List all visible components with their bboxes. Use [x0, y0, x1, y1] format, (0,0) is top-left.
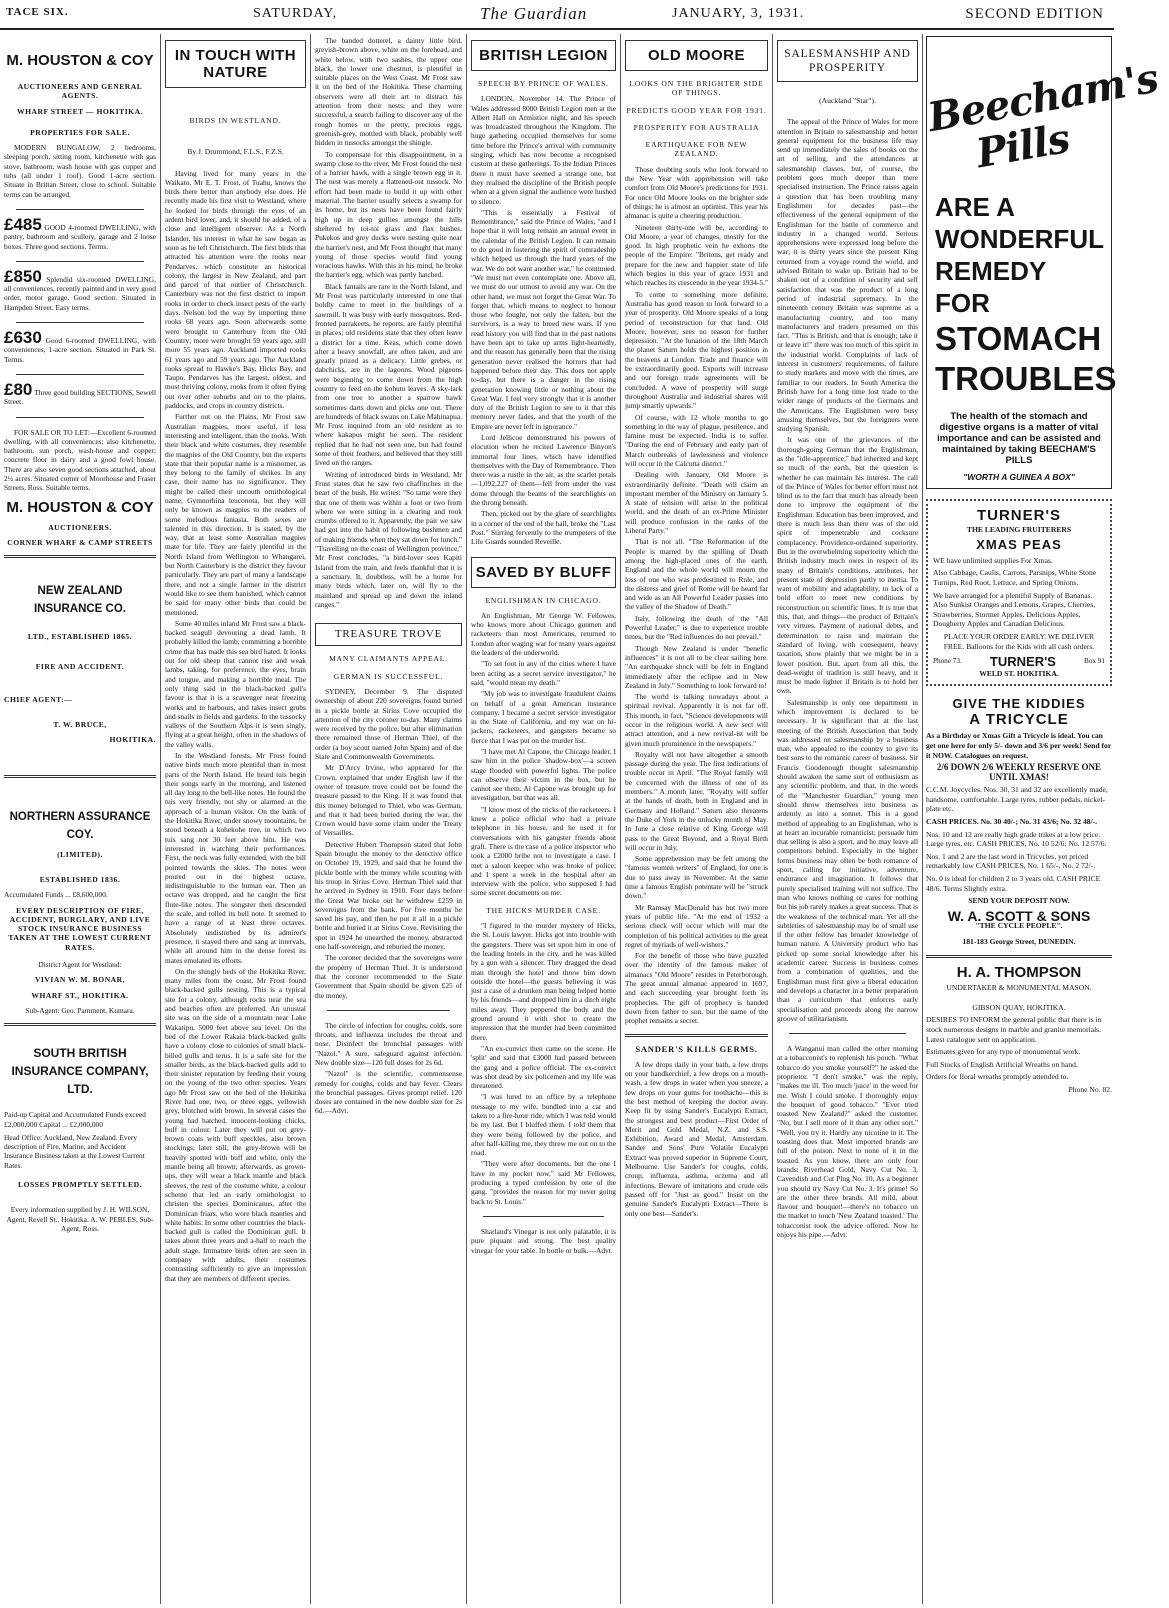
ad-headline-line: WONDERFUL [935, 224, 1104, 254]
article-paragraph: Those doubting souls who look forward to the New Year with apprehension will take comfort from Old Moore's predictions for 1931. For once Old Moore looks on the brighter side of things; he is almost an optimist. This year his almanac is quite a cheering production. [625, 164, 768, 221]
article-paragraph: Some 40 miles inland Mr Frost saw a black-backed seagull devouring a dead lamb. It probably killed the lamb, committing a horrible crime that has made this sea bird hated. It looks out for old sheep that cannot rise and weak lambs, taking, for preference, the eyes, brain and tongue, and making a horrible meal. The only thing said in the black-backed gull's favour is that it is a scavenger near freezing works and in harbours, and takes insect grubs and snails in fields and gardens. In the tussocky valleys of the Southern Alps it is seen singly, flying at a great height, often in the shadows of the valley walls. [165, 618, 307, 749]
ad-houston-sub: AUCTIONEERS AND GENERAL AGENTS. [17, 82, 143, 101]
column-rule [620, 34, 621, 1604]
ad-body: PLACE YOUR ORDER EARLY. WE DELIVER FREE. Balloons for the Kids with all cash orders. [943, 631, 1095, 651]
article-paragraph: Nineteen thirty-one will be, according to Old Moore, a year of changes, mostly for the good. In high prophetic vein he exhorts the people of the Empire: "Britons, get ready and prepare for the new and happier state of life which begins in this year of grace 1931 and which reaches its crescendo in the year 1934-5." [625, 222, 768, 288]
article-paragraph: The appeal of the Prince of Wales for more attention in Britain to salesmanship and better general equipment for the business life may send up immediately the sales of books on the art of selling, and the attendances at salesmanship classes, but, of course, the problem goes much deeper than mere specialised instruction. The Prince raises again a question that has been troubling many Englishmen for decades past—the effectiveness of the general equipment of the Englishman for the battle of commerce and industry in a changed world. Serious apprehensions were expressed long before the war; it is thirty years since the present King returned from a voyage round the world, and advised Britain to wake up. Britain had to be shaken out of a condition of security and self satisfaction that was the product of a long period of industrial supremacy. In the nineteenth century Britain was supreme as a manufacturing country, and too many manufacturers and traders presumed on this fact. "This is British, and that is enough; take it or leave it!" there was too much of this spirit in the industrial world. Complaints of lack of interest in customers' requirements, of failure to study markets and move with the times, are familiar to our readers. In South America the British have for a long time lost trade to the wider range of products of the Germans and the Americans. The Englishmen were busy amusing themselves, but the foreigners were studying Spanish. [777, 117, 918, 434]
divider [16, 209, 144, 210]
article-paragraph: The world is talking nowadays about a spiritual revival. Apparently it is not far off. This month, in fact, "Science developments will occur in the religious world. A new sect will attract attention, and a new revival-ist will be given much prominence in the newspapers." [625, 692, 768, 748]
article-paragraph: Detective Hubert Thompson stated that John Spain brought the money to the detective office on October 19, 1929, and said that he found the pickle bottle with the money while scouting with his troop in Sirius Cove. Herman Thiel said that he arrived in Sydney in 1910. Four days before the Great War broke out he withdrew £259 in sovereigns from the bank. For five months he saved his pay, and then he put it all in a pickle bottle and buried it at Sirius Cove. Revisiting the spot in 1924 he unearthed the money, abstracted one half-sovereign, and reburied the money. [315, 839, 462, 952]
article-subtitle: SPEECH BY PRINCE OF WALES. [478, 79, 609, 88]
article-title-box [315, 623, 462, 646]
ad-houston-heading: PROPERTIES FOR SALE. [30, 127, 130, 137]
ad-body: Nos. 1 and 2 are the last word in Tricycles, yet priced remarkably low CASH PRICES, No. 1 65/-, No. 2 72/-. [926, 851, 1096, 871]
ad-northern-subagent: Sub-Agent: Geo. Pammenŧ, Kumara. [25, 1005, 135, 1015]
property-listing: £485 GOOD 4-roomed DWELLING, with pantry, bathroom and scullery, garage and 2 loose boxes. Three good sections. Terms. [4, 214, 156, 251]
ad-nz-insurance-type: FIRE AND ACCIDENT. [35, 661, 125, 671]
ad-body: Full Stocks of English Artificial Wreaths on hand. [926, 1059, 1078, 1069]
column-rule [310, 34, 311, 1604]
ad-south-british-office: Head Office: Auckland, New Zealand. Every description of Fire, Marine, and Accident Insurance Business taken at the Lowest Current Rates. [4, 1132, 145, 1170]
masthead-day: SATURDAY, [253, 6, 338, 21]
ad-headline: A TRICYCLE [969, 711, 1069, 729]
masthead-date: JANUARY, 3, 1931. [672, 6, 805, 21]
article-paragraph: "To set foot in any of the cities where I have been acting as a secret service investigator," he said, "would mean my death." [471, 659, 616, 687]
masthead [0, 0, 1114, 30]
ad-firm-tagline: THE LEADING FRUITERERS [966, 524, 1072, 534]
ad-houston-title: M. HOUSTON & COY [6, 52, 154, 69]
property-price: £850 [4, 266, 42, 286]
ad-nz-insurance-est: LTD., ESTABLISHED 1865. [27, 632, 133, 642]
column-rule [466, 34, 467, 1604]
ad-body: We have arranged for a plentiful Supply of Bananas. Also Sunkist Oranges and Lemons, Grapes, Cherries, Strawberries, Stormer Apples, Delicious Apples, Dougherty Apples and Canadian Delicious. [933, 590, 1096, 629]
ad-phone: Phone No. 82. [1068, 1084, 1112, 1094]
article-paragraph: That is not all. "The Reformation of the People is marred by the spilling of Death among the high-placed ones of the earth. England and the whole world will mourn the loss of one who was predestined to Rule, and the distress and grief of Rome will be heard far and wide as an All Powerful Leader passes into the valley of the Shadow of Death." [625, 537, 768, 612]
advertisement-paragraph: "Nazol" is the scientific, commonsense remedy for coughs, colds and hay fever. Clears the bronchial passages. Gives prompt relief. 120 doses are contained in the new double size for 2s 6d.—Advt. [315, 1069, 462, 1116]
ad-body: Orders for floral wreaths promptly attended to. [926, 1072, 1069, 1082]
article-paragraph: Royalty will not have altogether a smooth passage during the year. The first indications of trouble occur in April. "The Royal family will be concerned with the illness of one of its members." A month later, "Royalty will suffer at the hands of death, both in England and in Germany and Holland." Saturn also threatens the Duke of York in the unlucky month of May. In June a close relative of King George will pass to the Great Beyond, and a Royal Birth will occur in July. [625, 749, 768, 852]
column-old-moore [625, 36, 768, 1602]
article-paragraph: "I have met Al Capone, the Chicago leader. I saw him in the police 'shadow-box'—a screen stage flooded with powerful lights. The police can observe their victim in the box, but he cannot see them. Al Capone was brought up for investigation, but that was all. [471, 747, 616, 803]
article-paragraph: The banded dotterel, a dainty little bird, greyish-brown above, white on the forehead, and white below, with two sashes, the upper one black, the lower one chestnut, is plentiful in suitable places on the West Coast. Mr Frost saw it on the bed of the Hokitika. These charming observers were all their art to distract his attention from their nests; and they were successful, a search failing to discover any of the rough homes or the pretty, precious eggs, greenish-grey, mottled with black, probably well hidden in tussocks amongst the shingle. [315, 36, 462, 148]
divider [4, 775, 156, 778]
advertisement-paragraph: The circle of infection for coughs, colds, sore throats, and influenza includes the throat and nose. Disinfect the bronchial passages with "Nazol." A sure, safeguard against infection. New double size—120 full doses for 2s 6d. [315, 1020, 462, 1067]
ad-northern-address: WHARF ST., HOKITIKA. [31, 990, 129, 1000]
tricycle-advertisement [926, 696, 1112, 946]
ad-phone: Phone 73. [933, 657, 962, 666]
article-paragraph: Salesmanship is only one department in which improvement is declared to be necessary. It is significant that at the last meeting of the British Association that body was addressed on salesmanship by a business man, who appealed to the country to give its best sons to the romantic career of business. Sir Francis Goodenough thought salesmanship should awaken the same sort of enthusiasm as any scientific problem, and that, in the words of the "Manchester Guardian," young men should throw themselves into business as ardently as into a sonnet. This is a good method of appealing to an Englishman, who is at heart an incurable romanticist; persuade him that selling is also a sport, and he may leave all competitors behind. Especially in the higher forms business may often be both romance of sport, calling for initiative, adventure, endurance and imagination. It follows that purely specialised training will not suffice. The man who knows nothing or cares for nothing but his job rarely makes a great success. That is the weakness of the technical man. Yet all the subtleties of salesmanship may be of small use if the other fellow has broader knowledge of human nature. A University product who has picked up some social knowledge after his academic career. Success in business comes from a combination of qualities, and the Englishman must first give a liberal education and develops a character in a better preparation than a curriculum that enforces early specialisation and proceeds along the narrow groove of utilitarianism. [777, 697, 918, 1023]
divider [4, 555, 156, 558]
beecham-logo: Beecham's Pills [924, 54, 1162, 178]
ad-address: GIBSON QUAY, HOKITIKA. [972, 1002, 1066, 1012]
ad-body: As a Birthday or Xmas Gift a Tricycle is ideal. You can get one here for only 5/- down and 3/6 per week! Send for it NOW. Catalogues on request. [926, 731, 1112, 760]
article-paragraph: Of course, with 12 whole months to go something in the way of plague, pestilence, and famine must be expected. India is to suffer. "During the end of February and early part of March outbreaks of lawlessness and violence will occur in the Calcutta district." [625, 412, 768, 468]
advertisement-paragraph: A few drops daily in your bath, a few drops on your handkerchief, a few drops on a mouth-wash, a few drops in water when you sneeze, a few drops on your gums for toothache—this is the best method of keeping the doctor away. Keep fit by using Sander's Eucalypti Extract, the strongest and best product—First Order of Merit and Gold Medal, N.Z. and S.S. Exhibition, Award and Medal, Amsterdam. Sander and Sons' Pure Volatile Eucalypti Extract was proved superior in Supreme Court, Melbourne. Use Sander's for coughs, colds, croup, influenza, asthma, eczema and all infections. Beware of imitations and crude oils passed off for "Just as good." Insist on the genuine Sander's Eucalypti Extract—There is only one best—Sander's. [625, 1059, 768, 1218]
article-paragraph: For the benefit of those who have puzzled over the identity of the famous maker of almanacs "Old Moore" resides in Peterborough. The great annual almanac appeared in 1697, and each succeeding year brought forth its prophecies. The gift of prophecy is handed down from father to son, but the name of the prophet remains a secret. [625, 951, 768, 1026]
article-paragraph: SYDNEY, December 9. The disputed ownership of about 220 sovereigns found buried in a pickle bottle at Sirius Cove occupied the attention of the city coroner to-day. Many claims were received by the police, but after elimination there remained those of Herman Thiel, of the order (a boy scout named John Spain) and of the State and Commonwealth Governments. [315, 687, 462, 762]
article-title-box [625, 40, 768, 71]
ad-south-british-capital: Paid-up Capital and Accumulated Funds exceed £2,000,000 Capital ... £2,000,000 [4, 1110, 146, 1129]
advertisement-title: SANDER'S KILLS GERMS. [635, 1043, 758, 1054]
article-title: IN TOUCH WITH NATURE [174, 47, 297, 81]
ad-body: Nos. 10 and 12 are really high grade trikes at a low price. Large tyres, etc. CASH PRICES, No. 10 52/6; No. 12 57/6. [926, 829, 1107, 849]
article-title: BRITISH LEGION [479, 47, 608, 64]
divider [4, 1023, 156, 1026]
column-nature-article [165, 36, 306, 1602]
article-paragraph: "An ex-convict then came on the scene. He 'split' and said that £3000 had passed between the gang and a police official. The ex-convict was shot dead by six policemen and my life was threatened. [471, 1043, 616, 1091]
article-paragraph: To come to something more definite, Australia has good reason to look forward to a year of prosperity. Old Moore speaks of a long period of reconstruction for that land. Old Moore, however, sees no reason for further depression. "At the lunation of the 18th March the planet Saturn holds the highest position in the heavens at London. Trade and finance will be extraordinarily good. Exports will increase and our foreign trade agreements will be concluded. A wave of prosperity will surge throughout Australia and industrial shares will jump smartly upwards." [625, 289, 768, 411]
article-paragraph: The coroner decided that the sovereigns were the property of Herman Thiel. It is understood that the coroner recommended to the State Government that Spain should be given £25 of the money. [315, 953, 462, 1000]
ad-slogan: "WORTH A GUINEA A BOX" [963, 472, 1075, 482]
article-paragraph: Some apprehension may be felt among the "famous women writers" of England, for one is due to pass away in November. At the same time a famous English potentate will be "struck down." [625, 854, 768, 901]
article-subtitle: GERMAN IS SUCCESSFUL. [333, 671, 444, 681]
divider [926, 955, 1112, 958]
ad-body: Estimates given for any type of monumental work. [926, 1047, 1081, 1057]
ad-south-british-losses: LOSSES PROMPTLY SETTLED. [18, 1180, 142, 1190]
ad-headline-line: FOR [935, 288, 990, 318]
ad-headline-line: TROUBLES [935, 360, 1117, 397]
article-paragraph: Further out on the Plains, Mr Frost saw Australian magpies, more useful, if less interesting and intelligent, than the rooks. With their black and white costumes, they resemble the magpies of the Old Country, but the experts state that their popular name is a misnomer, as they belong to the family of shrikes. In any case, their name has no significance. They might be called their uncouth ornithological name, Gymnorhina leuconota, but they will only be known as magpies to the readers of some melodious fantasia. Both sexes are talented in this direction. It is stated, by the way, that at least some Australian magpies mate for life. They are fairly plentiful in the North Island from Wellington to Whangarei, but North Canterbury is the district they favour particularly. They are part of many a landscape there, and not a single farmer in the district would like to see them banished, which cannot be said for many other birds that could be mentioned. [165, 412, 306, 617]
article-subtitle: PREDICTS GOOD YEAR FOR 1931. [626, 105, 767, 115]
ad-headline: GIVE THE KIDDIES [952, 696, 1086, 712]
column-advertisements [4, 36, 156, 1602]
ad-houston-address-2: CORNER WHARF & CAMP STREETS [7, 537, 153, 547]
turner-advertisement [926, 499, 1112, 686]
article-paragraph: "My job was to investigate fraudulent claims on behalf of a great American insurance company. I became a secret service investigator in the State of California, and my war on hi-jackers, racketeers, and gangsters became so fierce that I was put on the murder list. [471, 689, 616, 745]
ad-firm-name: TURNER'S [989, 654, 1056, 670]
article-paragraph: On the shingly beds of the Hokitika River, many miles from the coast, Mr Frost found black-backed gulls nesting. This is a typical site for a colony, although rocks near the sea and beaches often are preferred. An unusual site was on the side of a mountain near Lake Wakatipu, 5000 feet above sea level. On the bed of the Lower Rakaia black-backed gulls have a colony close to colonies of small black-billed gulls and terns. It is a safe site for the smaller birds, as the black-backed gulls add to their sinister reputation by feeding their young on the young of the two other species. Years ago Mr Frost saw on the bed of the Hokitika River had one, two, or three eggs, yellowish grey, blotched with brown. In several cases the young had hatched, innocent-looking chicks, buff in colour. Later they will put on grey-brown coats with buff speckles, also brown stockings; later still, the grey-brown will be heavily spotted with buff and white, only the mantle being all brown; afterwards, as grown-ups, they will wear a black mantle and black sleeves, the rest of the costume white, a colour scheme that led an early ornithologist to christen the species Dominicanus, after the Dominican friars, who wore black mantles and white habits. In some other countries the black-backed gull is called the Dominican gull. It takes about three years and a-half to reach the adult stage. Immature birds often are seen in company with adults, their costumes contrasting sufficiently to give an impression that they are members of different species. [165, 966, 306, 1283]
advertisement-paragraph: Sharland's Vinegar is not only palatable, it is pure piquant and strong. The best quality vinegar for your table. In bottle or bulk.—Advt. [471, 1226, 616, 1255]
ad-houston-sub-2: AUCTIONEERS. [48, 522, 112, 532]
article-paragraph: Though New Zealand is under "benefic influences" it is not all to be clear sailing here. "An earthquake shock will be felt in England immediately after the eclipse and in New Zealand in July." Something to look forward to! [625, 643, 768, 690]
column-british-legion [471, 36, 616, 1602]
page-number: TACE SIX. [6, 6, 69, 18]
advertisement-paragraph: A Wanganui man called the other morning at a tobacconist's to replenish his pouch. "What tobacco do you smoke yourself?" he asked the proprietor. "I don't smoke," was the reply, "makes me ill. Too much 'juice' in the weed for me. Wish I could smoke. I thoroughly enjoy the bouquet of good tobacco." "Ever tried toasted New Zealand?" asked the customer. "No, but I sell more of it than any other sort." "Well, you try it. Hardly any nicotine in it. The toasting does that. Most imported brands are full of the poison. Next to none of it in the toasted. As you know, there are only four brands: Riverhead Gold, Navy Cut No. 3, Cavendish and Cut Plug No. 10. As a beginner you should try Navy Cut No. 3. It's prime! So are the other three brands. All mild, about flavour and bouquet!—there's no tobacco on the market to touch 'New Zealand toasted.' The tobacconist took the advice offered. Now he enjoys his pipe.—Advt. [777, 1044, 918, 1240]
ad-body: WE have unlimited supplies For Xmas. [933, 555, 1053, 565]
article-paragraph: Then, picked out by the glare of searchlights in a corner of the end of the hall, broke the "Last Post." Stirring fervently to the trumpeters of the Life Guards sounded Reveille. [471, 509, 616, 547]
ad-address: 181-183 George Street, DUNEDIN. [962, 937, 1076, 946]
divider [16, 322, 144, 323]
article-paragraph: LONDON, November 14. The Prince of Wales addressed 8000 British Legion men at the Albert Hall on Armistice night, and his speech was broadcasted throughout the Kingdom. The huge gathering occupied themselves for some time before the Prince's arrival with community singing, which has now become a recognised custom at these gatherings. To the Indian Princes there it must have seemed a strange one, but they realised the discipline of the British people when at a given signal the audience were hushed to silence. [471, 94, 616, 206]
ad-firm-name: W. A. SCOTT & SONS [947, 907, 1091, 924]
column-salesmanship [777, 36, 918, 1602]
property-listing: MODERN BUNGALOW, 2 bedrooms, sleeping porch, sitting room, kitchenette with gas stove, bathroom, wash house with gas copper and tubs (all under 1 roof). Good 1-acre section. Situate in Brittan Street, close to school. Suitable terms can be arranged. [4, 143, 156, 199]
ad-firm-tagline: UNDERTAKER & MONUMENTAL MASON. [946, 983, 1092, 993]
article-paragraph: To compensate for this disappointment, in a swamp close to the river, Mr Frost found the nest of a harrier hawk, with a single brown egg in it. The nest was merely a flattened-out tussock. No effort had been made to build it up with other material. The harrier usually selects a swamp for its home, but its nests have been found fairly high up in deep gullies amongst the hills sheltered by toi-toi grass and flax bushes. Pukekos and grey ducks were nesting quite near the harrier's nest, and Mr Frost thought that many young of those species would find young voracious hawks. With this in his mind, he broke the harrier's egg, which was partly hatched. [315, 149, 462, 280]
article-title-box [165, 40, 306, 88]
article-paragraph: "I was lured to an office by a telephone message to my wife, bundled into a car and taken to a fire-hour ride, which I was told would be my last. But I bluffed them. I told them that they were being followed by the police, and after half-killing me, they threw me out on to the road. [471, 1092, 616, 1158]
thompson-advertisement [926, 963, 1112, 1095]
ad-nz-insurance-agent: T. W. BRUCE, [53, 720, 107, 730]
article-paragraph: Having lived for many years in the Waikato, Mr E. T. Frost, of Tuahu, knows the birds there better than anybody else does. He recently made his first visit to Westland, where he looked for birds through the eyes of an ardent bird lover, and, it should be added, of a close and intelligent observer. As a North Islander, his interest in what he saw began as soon as he left Christchurch. The first birds that attracted his attention were the rooks near Pendarves, which constitute an historical colony, the largest in New Zealand, and part and parcel of that outlier of Christchurch. Canterbury was not the first district to import rooks in order to check insect pests of the early days. Nelson led the way by importing three rooks 68 years ago. Soon afterwards some were brought to Canterbury from the Old Country; more were brought 59 years ago, still more 55 years ago. Auckland imported rooks 61 years ago and 59 years ago. The Auckland rooks spread to Hawke's Bay, Hicks Bay, and Taupo. Pendarves has the largest, oldest, and most thriving colony, rooks from it often flying out over other suburbs and on to the plains, paddocks, and crops in country districts. [165, 168, 306, 411]
article-title: SAVED BY BLUFF [475, 563, 612, 581]
article-paragraph: Mr Ramsay MacDonald has but two more years of public life. "At the end of 1932 a serious check will occur which will mar the completion of his political activities to the great regret of myriads of well-wishers." [625, 902, 768, 949]
article-subtitle: PROSPERITY FOR AUSTRALIA [633, 122, 760, 132]
divider [483, 1216, 604, 1217]
property-price: £630 [4, 328, 42, 348]
divider [16, 374, 144, 375]
column-display-ads [924, 36, 1162, 1098]
article-title-box [471, 557, 616, 588]
article-subtitle: BIRDS IN WESTLAND. [189, 116, 282, 125]
property-listing: £630 Good 6-roomed DWELLING, with conveniences, 1-acre section. Situated in Park St. Terms. [4, 328, 156, 364]
ad-body: SEND YOUR DEPOSIT NOW. [968, 896, 1070, 906]
article-paragraph: In the Westland forests, Mr Frost found native birds much more plentiful than in most parts of the North Island. He heard tuis begin their songs early in the morning, and listened all day long to the bell-like notes. He found the tuis very friendly, not shy or alarmed at the approach of a human visitor. On the bank of the Hokitika River, under snowy mountains, he stood beneath a kohekohe tree, in which two tuis sang not 30 feet above him. He was interested in watching their performances. First, the neck was fully extended, with the bill pointed towards the skies. The notes were poured out in the highest octave, indistinguishable to the human ear. Then an octave was dropped, and he caught the first flute-like notes. The songster then descended the scale, and tolled its bell note. It seemed to have a range of at least three octaves. Absolutely undisturbed by its admirer's presence, it stayed there and sang at intervals, while all around him in the dense forest its mates emulated its efforts. [165, 751, 306, 965]
ad-northern-agent: VIVIAN W. M. BONAR, [34, 975, 126, 985]
ad-box: Box 91 [1084, 657, 1105, 666]
ad-footer [933, 654, 1105, 670]
column-treasure-trove [315, 36, 462, 1602]
ad-firm-tagline: "THE CYCLE PEOPLE". [975, 921, 1063, 931]
beecham-advertisement [924, 36, 1162, 489]
ad-headline-line: REMEDY [935, 256, 1047, 286]
article-paragraph: Writing of introduced birds in Westland, Mr Frost states that he saw two chaffinches in the heart of the bush. He writes: "So tame were they that one of them was within a foot or two from where we were sitting in a clearing and took crumbs offered to it. Apparently, the pair we saw had got into the habit of following bushmen and of making friends when they sat down for lunch." "Travelling on the coast of Wellington province," Mr Frost concludes, "a bird-lover sees Kapiti Island from the train, and feels thankful that it is a sanctuary. It, doubtless, will be a home for many birds which, later on, will fly to the mainland and spread up and down the inland ranges." [315, 469, 462, 609]
article-paragraph: "I know most of the tricks of the racketeers. I knew a police official who had a private telephone in his house, and he used it for conversations with his gangster friends about graft. There is the case of a police inspector who took a £2000 bribe not to investigate a case. I met a saloon keeper who was broke of police; and I spent a week in the hospital after an interview with the police, who supposed I had some secret documents on me. [471, 804, 616, 898]
ad-houston-title-2: M. HOUSTON & COY [6, 498, 154, 516]
article-title-box [471, 40, 616, 71]
ad-south-british-title: SOUTH BRITISH INSURANCE COMPANY, LTD. [11, 1046, 149, 1097]
divider [327, 1010, 450, 1011]
edition-label: SECOND EDITION [965, 6, 1104, 22]
ad-headline: XMAS PEAS [976, 537, 1062, 553]
article-subtitle: EARTHQUAKE FOR NEW ZEALAND. [645, 140, 748, 159]
property-listing: £80 Three good building SECTIONS, Sewell Street. [4, 379, 156, 407]
article-paragraph: Italy, following the death of the "All Powerful Leader," is due to experience trouble times, but the "Red influences do not prevail." [625, 613, 768, 642]
article-subtitle: THE HICKS MURDER CASE. [486, 905, 601, 915]
ad-houston-address: WHARF STREET — HOKITIKA. [17, 106, 143, 116]
ad-firm-name: TURNER'S [976, 507, 1062, 524]
property-price: £80 [4, 379, 33, 399]
ad-body: The health of the stomach and digestive organs is a matter of vital importance and can be assisted and maintained by taking BEECHAM'S PILLS [937, 411, 1101, 466]
ad-body: DESIRES TO INFORM the general public that there is in stock numerous designs in marble and granite memorials. Latest catalogue sent on application. [926, 1015, 1102, 1044]
ad-nz-insurance-title: NEW ZEALAND INSURANCE CO. [33, 585, 126, 616]
article-byline: By J. Drummond, F.L.S., F.Z.S. [187, 147, 284, 157]
divider [16, 261, 144, 262]
ad-body: No. 0 is ideal for children 2 to 3 years old. CASH PRICE 48/6. Terms Slightly extra. [926, 874, 1101, 893]
article-title: SALESMANSHIP AND PROSPERITY [784, 48, 911, 74]
ad-headline-line: STOMACH [935, 320, 1102, 357]
ad-address: WELD ST. HOKITIKA. [979, 668, 1059, 678]
article-paragraph: Lord Jellicoe demonstrated his powers of elocution when he recited Lawrence Binyon's immortal four lines, which have identified themselves with the Day of Remembrance. Then there was a rustle in the air, as the scarlet petals—1,092,227 of them—fell from under the vast dome through the beams of the searchlights on the throng beneath. [471, 432, 616, 508]
ad-body: Also Cabbage, Caulis, Carrots, Parsnips, White Stone Turnips, Red Root, Lettuce, and Spring Onions. [933, 568, 1097, 587]
ad-body: CASH PRICES. No. 30 40/-; No. 31 43/6; No. 32 48/-. [926, 817, 1098, 827]
newspaper-title: The Guardian [480, 4, 588, 23]
ad-headline-line: ARE A [935, 192, 1015, 222]
ad-northern-est: ESTABLISHED 1836. [39, 874, 121, 884]
ad-northern-assurance-title: NORTHERN ASSURANCE COY. [9, 810, 151, 841]
article-paragraph: "This is essentially a Festival of Remembrance," said the Prince of Wales, "and I hope that it will long remain an annual event in the calendar of the British Legion. It can remain to do good in fostering the spirit of comradeship which helped us through the hard years of the war. We do not want another war," he continued. "We must not even contemplate one. Above all, we must do our utmost to avoid any war. On the other hand, we must not forget the Great War. To forget that, which means to neglect to honour those who fought, not only the fallen, but the survivors, is a way to breed new wars. If you read history you will find that in the past nations have been apt to take up arms light-heartedly, and the reason has generally been that the rising generation never realised the horrors that had happened before their day. This does not apply to-day, but there is a danger in the rising generation knowing little or nothing about the Great War. I feel very strongly that it is another duty of the British Legion to see to it that this memory never fades, and that the youth of the Empire are never left in ignorance." [471, 207, 616, 431]
article-paragraph: "I figured in the murder mystery of Hicks, the St. Louis lawyer. Hicks got into trouble with the gangsters. There was set upon him in one of the leading hotels in the city, and he was killed by a gun with a silencer. They dragged the dead man through the hotel and threw him down outside the hotel—the guests believing it was just a case of a drunken man being helped home by his friends—and dropped him in a ditch eight miles away. They peppered the body and the ground around it with shot to create the impression that the murder had been committed there. [471, 921, 616, 1042]
ad-firm-name: H. A. THOMPSON [956, 963, 1082, 981]
ad-nz-insurance-agent-label: CHIEF AGENT:— [4, 694, 73, 704]
article-paragraph: Black fantails are rare in the North Island, and Mr Frost was particularly interested in one that boldly came to meet in the buildings of a sawmill. It was busy with early mosquitoes. Red-fronted parrakeets, he reports, are fairly plentiful in places; old residents state that they often leave a district for a time. Keas, which come down after a heavy snowfall, are often taken, and are greatly prized as a delicacy. Little grebes, or dabchicks, are in the lagoons. Wood pigeons were beginning to come down from the high country to feed on the kohutu leaves. A sky-lark from one tree to another a sparrow hawk sometimes darts down and picks one out. There are hundreds of black swans on Lake Mahinapua. Mr Frost inquired from an old resident as to where kakapos might be seen. The resident replied that he had not seen one, but had found some of their feathers, and believed that they still lived on the ranges. [315, 281, 462, 468]
article-title: OLD MOORE [648, 47, 745, 64]
ad-nz-insurance-town: HOKITIKA. [109, 735, 156, 745]
ad-northern-agent-label: District Agent for Westland: [38, 960, 122, 970]
property-price: £485 [4, 214, 42, 234]
ad-body: C.C.M. Joycycles. Nos. 30, 31 and 32 are excellently made, handsome, comfortable. Large tyres, rubber pedals, nickel-plate etc. [926, 785, 1108, 814]
article-paragraph: An Englishman, Mr George W. Fellowes, who knows more about Chicago gunmen and racketeers than most Americans, returned to London after waging war for many years against the leaders of the underworld. [471, 610, 616, 658]
article-source: (Auckland "Star"). [819, 96, 876, 105]
property-listing: £850 Splendid six-roomed DWELLING, all conveniences, recently painted and in very good order, motor garage. Good section. Situated in Hampden Street. Easy terms. [4, 266, 156, 312]
ad-northern-limited: (LIMITED). [57, 849, 103, 859]
article-paragraph: It was one of the grievances of the thorough-going German that the Englishman, as the "idle-apprentice," had inherited and kept so much of the earth, but the question is whether he can maintain his interest. The call of the Prince of Wales for better effort must not blind us to the fact that much has already been done to improve the equipment of the Englishman. Education has been improved, and there is much less than there was of the old spirit of impenetrable and cocksure complacency. Providence-ordained superiority. But in the overwhelming superiority which the British industry much owes in respect of its many of Britain's conditions, attributes, her present state of depression partly to inertia. To want of mobility and adaptability, to lack of a bold effort to meet new conditions by reconstruction on scientific lines. It is true that this, that, and things—the product of Britain's very virtues. Payment of national debts, and determination to raise and maintain the standard of living, with consequent, heavy taxation, show plainly that we might be in a lower position. But, apart from all this, the dead-weight of tradition is still heavy, and it must be made lighter if Britain is to hold her own. [777, 435, 919, 696]
property-listing: FOR SALE OR TO LET:—Excellent 6-roomed dwelling, with all conveniences; also kitchenette, bathroom, sun porch, wash-house and copper; concrete floor in dairy and a good fowl house. There are also seven good sections attached, about 2½ acres. Situated corner of Moorhouse and Fraser Streets, Ross. Suitable terms. [4, 427, 156, 493]
article-subtitle: ENGLISHMAN IN CHICAGO. [485, 595, 602, 605]
article-paragraph: "They were after documents, but the one I have in my pocket now," said Mr Fellowes, producing a typed confession by one of the gang. "provides the reason for my never going back to St. Louis." [471, 1159, 616, 1206]
article-paragraph: Mr D'Arcy Irvine, who appeared for the Crown, explained that under English law if the owner of treasure trove could not be found the treasure passed to the King. If it was found that this money belonged to Thiel, who was German, and that it had been buried during the war, the Crown would have some claim under the Treaty of Versailles. [315, 763, 462, 838]
ad-northern-business: EVERY DESCRIPTION OF FIRE, ACCIDENT, BURGLARY, AND LIVE STOCK INSURANCE BUSINESS TAKEN AT THE LOWEST CURRENT RATES. [8, 905, 152, 952]
article-title: TREASURE TROVE [334, 628, 443, 641]
column-rule [772, 34, 773, 1604]
article-subtitle: LOOKS ON THE BRIGHTER SIDE OF THINGS. [629, 79, 764, 98]
ad-body: 2/6 DOWN 2/6 WEEKLY RESERVE ONE UNTIL XMAS! [936, 762, 1102, 782]
ad-northern-funds: Accumulated Funds ... £8,600,000. [4, 890, 108, 900]
column-rule [922, 34, 923, 1604]
divider [16, 417, 144, 418]
column-rule [160, 34, 161, 1604]
divider [625, 1034, 768, 1037]
divider [789, 1033, 906, 1034]
article-paragraph: Dealing with January, Old Moore is extraordinarily definite. "Death will claim an important member of the Ministry on January 5. A state of tension will arise in the political world, and the death of an ex-Prime Minister will produce confusion in the ranks of the Liberal Party." [625, 470, 768, 536]
article-title-box [777, 40, 918, 82]
article-subtitle: MANY CLAIMANTS APPEAL. [329, 654, 448, 664]
ad-south-british-agents: Every information supplied by J. H. WILSON, Agent, Revell St., Hokitika. A. W. PEBLES, Sub-Agent, Ross. [6, 1205, 154, 1233]
